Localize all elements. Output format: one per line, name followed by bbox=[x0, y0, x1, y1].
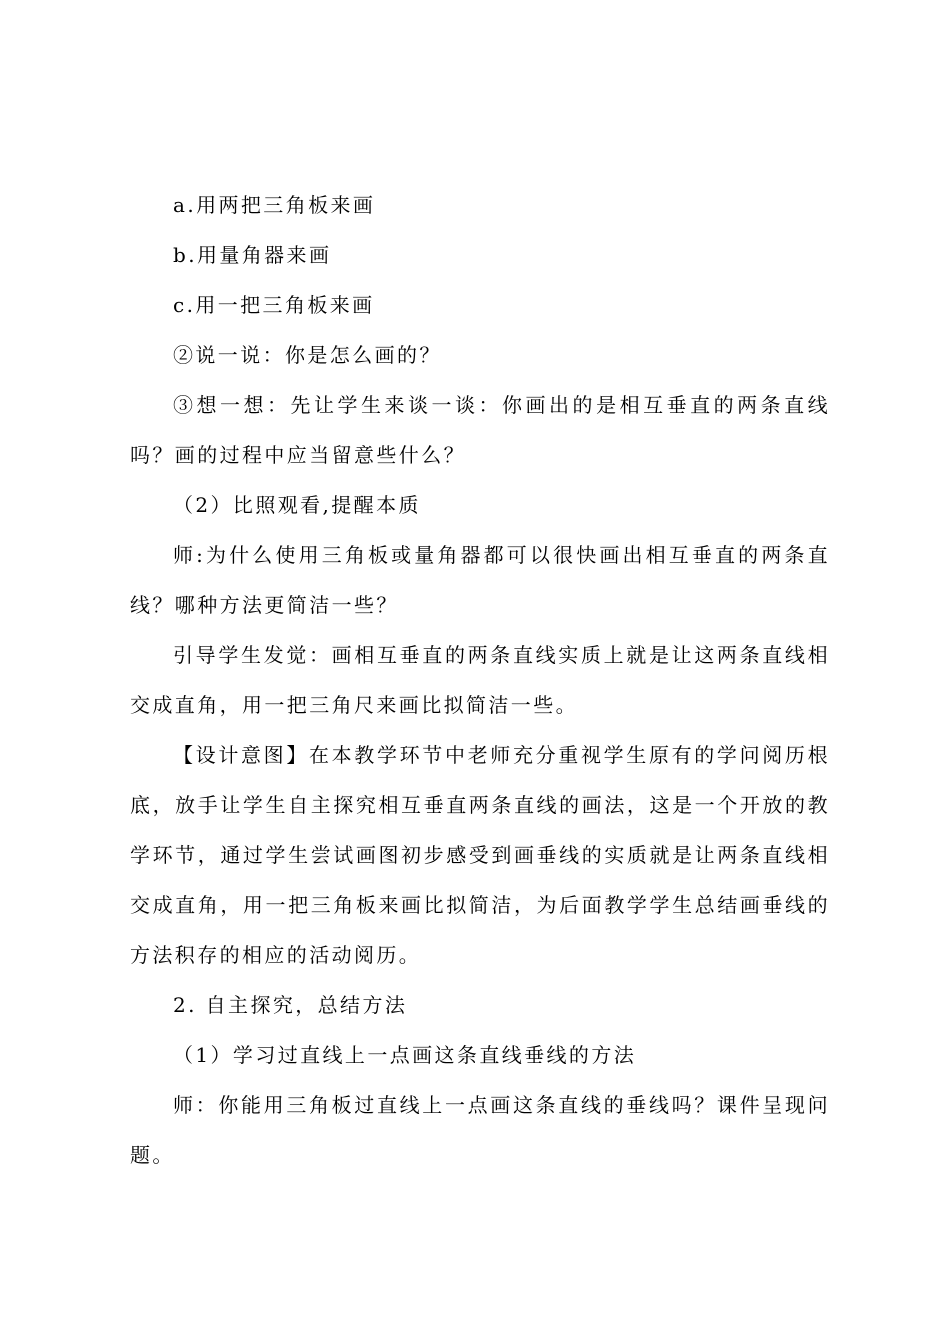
step-think-paragraph: ③想一想：先让学生来谈一谈：你画出的是相互垂直的两条直线吗？画的过程中应当留意些什么？ bbox=[130, 393, 830, 467]
guide-discovery-paragraph: 引导学生发觉：画相互垂直的两条直线实质上就是让这两条直线相交成直角，用一把三角尺来画比拟简洁一些。 bbox=[130, 643, 830, 717]
option-c-text: c.用一把三角板来画 bbox=[173, 293, 375, 317]
teacher-question-paragraph: 师:为什么使用三角板或量角器都可以很快画出相互垂直的两条直线？哪种方法更简洁一些？ bbox=[130, 543, 830, 617]
section-compare-heading: （2）比照观看,提醒本质 bbox=[173, 493, 421, 517]
design-intent-paragraph: 【设计意图】在本教学环节中老师充分重视学生原有的学问阅历根底，放手让学生自主探究相互垂直两条直线的画法，这是一个开放的教学环节，通过学生尝试画图初步感受到画垂线的实质就是让两条直线相交成直角，用一把三角板来画比拟简洁，为后面教学学生总结画垂线的方法积存的相应的活动阅历。 bbox=[130, 743, 830, 967]
step-say-text: ②说一说：你是怎么画的？ bbox=[173, 343, 442, 367]
section-2-heading: 2. 自主探究，总结方法 bbox=[173, 993, 408, 1017]
teacher-task-paragraph: 师：你能用三角板过直线上一点画这条直线的垂线吗？课件呈现问题。 bbox=[130, 1093, 830, 1167]
subsection-1-heading: （1）学习过直线上一点画这条直线垂线的方法 bbox=[173, 1043, 637, 1067]
option-b-text: b.用量角器来画 bbox=[173, 243, 332, 267]
option-a-text: a.用两把三角板来画 bbox=[173, 193, 376, 217]
